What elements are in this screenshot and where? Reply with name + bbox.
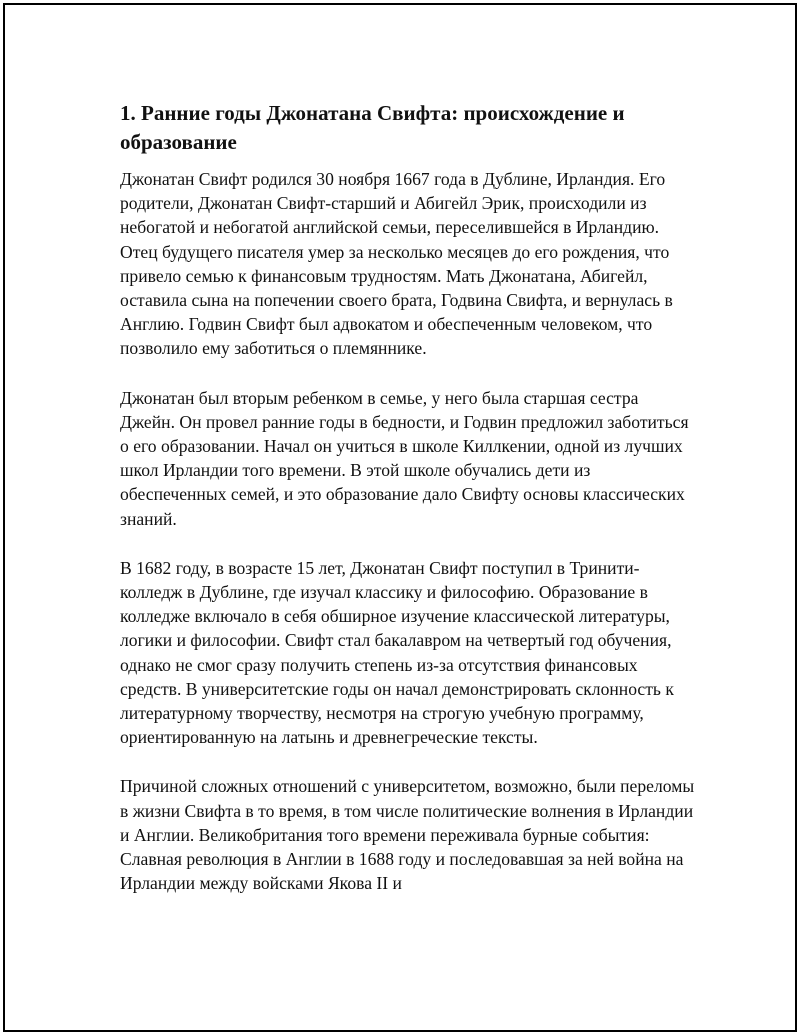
document-body <box>120 99 695 920</box>
page-frame <box>3 3 797 1032</box>
paragraph-2: Джонатан был вторым ребенком в семье, у него была старшая сестра Джейн. Он провел ранние годы в бедности, и Годвин предложил заботиться о его образовании. Начал он учиться в школе Киллкении, одной из лучших школ Ирландии того времени. В этой школе обучались дети из обеспеченных семей, и это образование дало Свифту основы классических знаний. <box>120 387 689 529</box>
paragraph-3: В 1682 году, в возрасте 15 лет, Джонатан Свифт поступил в Тринити-колледж в Дублине, где изучал классику и философию. Образование в колледже включало в себя обширное изучение классической литературы, логики и философии. Свифт стал бакалавром на четвертый год обучения, однако не смог сразу получить степень из-за отсутствия финансовых средств. В университетские годы он начал демонстрировать склонность к литературному творчеству, несмотря на строгую учебную программу, ориентированную на латынь и древнегреческие тексты. <box>120 557 674 748</box>
paragraph-4: Причиной сложных отношений с университетом, возможно, были переломы в жизни Свифта в то время, в том числе политические волнения в Ирландии и Англии. Великобритания того времени переживала бурные события: Славная революция в Англии в 1688 году и последовавшая за ней война на Ирландии между войсками Якова II и <box>120 776 695 894</box>
section-title: 1. Ранние годы Джонатана Свифта: происхождение и образование <box>120 101 625 154</box>
paragraph-1: Джонатан Свифт родился 30 ноября 1667 года в Дублине, Ирландия. Его родители, Джонатан Свифт-старший и Абигейл Эрик, происходили из небогатой и небогатой английской семьи, переселившейся в Ирландию. Отец будущего писателя умер за несколько месяцев до его рождения, что привело семью к финансовым трудностям. Мать Джонатана, Абигейл, оставила сына на попечении своего брата, Годвина Свифта, и вернулась в Англию. Годвин Свифт был адвокатом и обеспеченным человеком, что позволило ему заботиться о племяннике. <box>120 169 673 359</box>
